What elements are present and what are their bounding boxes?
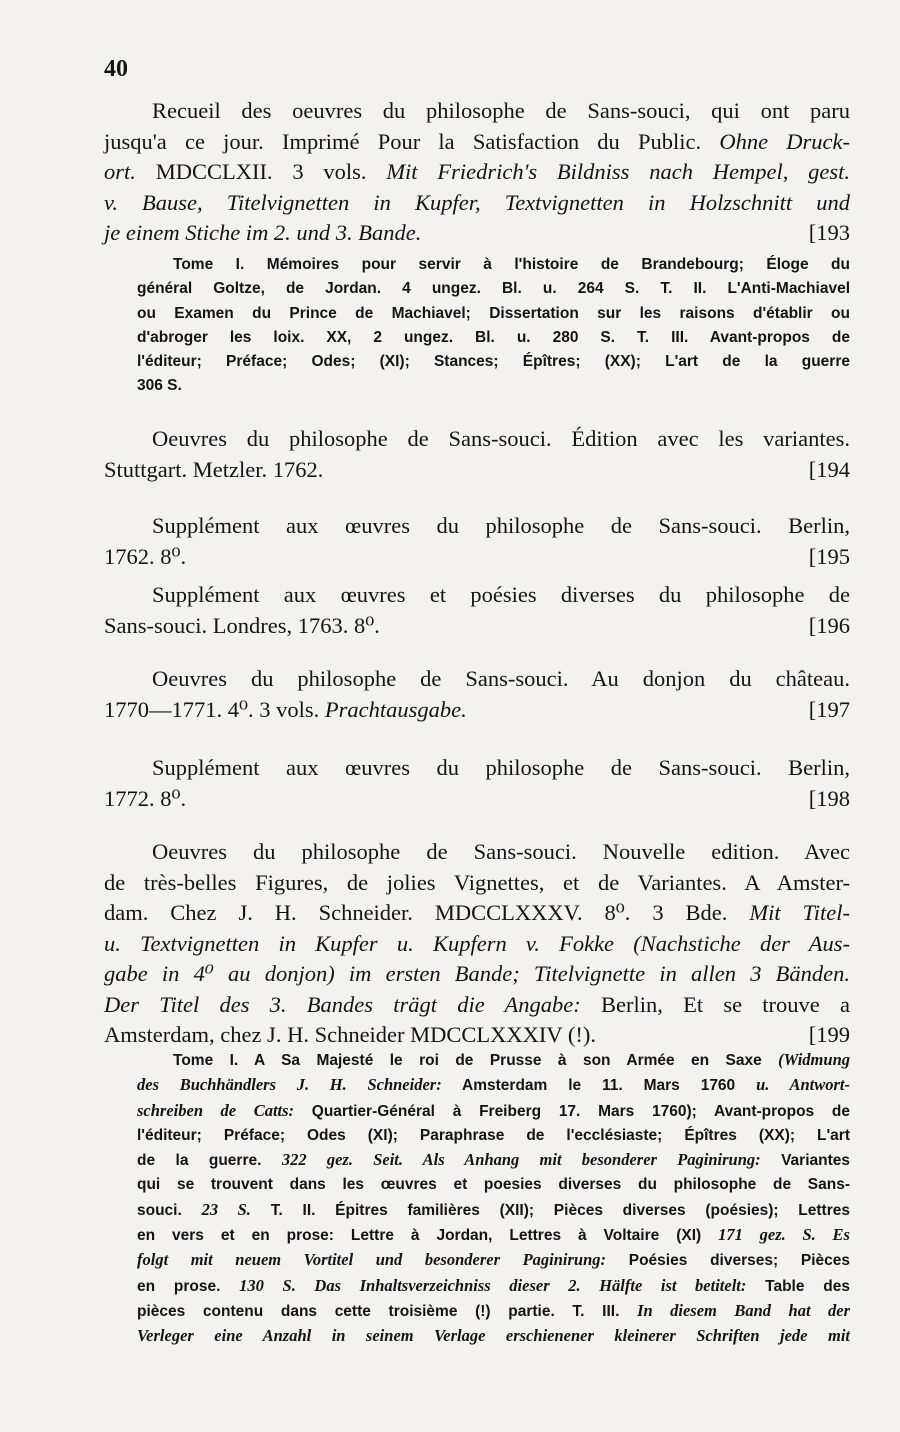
page-number: 40 — [104, 56, 128, 82]
entry-line: Oeuvres du philosophe de Sans-souci. Édition avec les variantes. — [152, 426, 850, 451]
note-line: schreiben de Catts: Quartier-Général à Freiberg 17. Mars 1760); Avant-propos de — [137, 1100, 850, 1120]
entry-line: Recueil des oeuvres du philosophe de Sans-souci, qui ont paru — [152, 98, 850, 123]
entry-line: Supplément aux œuvres et poésies diverses du philosophe de — [152, 582, 850, 607]
entry-line: Sans-souci. Londres, 1763. 8⁰. [196 — [104, 611, 850, 642]
entry-number: [196 — [808, 612, 850, 638]
entry-193 — [104, 96, 850, 249]
entry-line: Supplément aux œuvres du philosophe de Sans-souci. Berlin, — [152, 755, 850, 780]
entry-line: Amsterdam, chez J. H. Schneider MDCCLXXXIV (!). [199 — [104, 1020, 850, 1051]
entry-line: Stuttgart. Metzler. 1762. [194 — [104, 455, 850, 486]
entry-199 — [104, 837, 850, 1051]
note-line: ou Examen du Prince de Machiavel; Dissertation sur les raisons d'établir ou — [137, 304, 850, 322]
note-line: 306 S. — [137, 377, 182, 395]
note-line: général Goltze, de Jordan. 4 ungez. Bl. u. 264 S. T. II. L'Anti-Machiavel — [137, 280, 850, 298]
note-199 — [137, 1048, 850, 1350]
entry-number: [197 — [808, 696, 850, 722]
entry-line: 1772. 8⁰. [198 — [104, 784, 850, 815]
note-line: l'éditeur; Préface; Odes; (XI); Stances; Épîtres; (XX); L'art de la guerre — [137, 353, 850, 371]
entry-line: jusqu'a ce jour. Imprimé Pour la Satisfaction du Public. Ohne Druck- — [104, 128, 851, 154]
note-line: pièces contenu dans cette troisième (!) partie. T. III. In diesem Band hat der — [137, 1300, 851, 1320]
entry-number: [194 — [808, 456, 850, 482]
note-line: des Buchhändlers J. H. Schneider: Amsterdam le 11. Mars 1760 u. Antwort- — [137, 1075, 851, 1095]
entry-196 — [104, 580, 850, 641]
entry-line: de très-belles Figures, de jolies Vignettes, et de Variantes. A Amster- — [104, 869, 850, 895]
note-line: de la guerre. 322 gez. Seit. Als Anhang mit besonderer Paginirung: Variantes — [137, 1150, 851, 1170]
note-line: Verleger eine Anzahl in seinem Verlage erschienener kleinerer Schriften jede mit — [137, 1326, 850, 1346]
note-line: en prose. 130 S. Das Inhaltsverzeichniss dieser 2. Hälfte ist betitelt: Table des — [137, 1275, 850, 1295]
entry-line: ort. MDCCLXII. 3 vols. Mit Friedrich's Bildniss nach Hempel, gest. — [104, 159, 851, 184]
note-line: souci. 23 S. T. II. Épitres familières (XII); Pièces diverses (poésies); Lettres — [137, 1199, 850, 1219]
note-line: qui se trouvent dans les œuvres et poesies diverses du philosophe de Sans- — [137, 1176, 850, 1194]
entry-line: gabe in 4⁰ au donjon) im ersten Bande; Titelvignette in allen 3 Bänden. — [104, 961, 850, 986]
entry-line: je einem Stiche im 2. und 3. Bande. [193 — [104, 218, 850, 249]
entry-195 — [104, 511, 850, 572]
entry-number: [199 — [808, 1022, 850, 1047]
entry-line: Der Titel des 3. Bandes trägt die Angabe: Berlin, Et se trouve a — [104, 991, 851, 1017]
entry-line: dam. Chez J. H. Schneider. MDCCLXXXV. 8⁰. 3 Bde. Mit Titel- — [104, 900, 851, 925]
note-line: en vers et en prose: Lettre à Jordan, Lettres à Voltaire (XI) 171 gez. S. Es — [137, 1225, 850, 1245]
note-line: Tome I. Mémoires pour servir à l'histoire de Brandebourg; Éloge du — [173, 256, 850, 273]
entry-line: Supplément aux œuvres du philosophe de Sans-souci. Berlin, — [152, 513, 850, 538]
note-193 — [137, 253, 850, 399]
entry-number: [198 — [808, 785, 850, 811]
note-line: folgt mit neuem Vortitel und besonderer Paginirung: Poésies diverses; Pièces — [137, 1250, 851, 1270]
entry-line: Oeuvres du philosophe de Sans-souci. Nouvelle edition. Avec — [152, 839, 850, 864]
entry-number: [193 — [808, 220, 850, 245]
entry-line: Oeuvres du philosophe de Sans-souci. Au donjon du château. — [152, 666, 850, 691]
note-line: l'éditeur; Préface; Odes (XI); Paraphrase de l'ecclésiaste; Épîtres (XX); L'art — [137, 1126, 850, 1144]
entry-line: v. Bause, Titelvignetten in Kupfer, Textvignetten in Holzschnitt und — [104, 189, 850, 215]
entry-198 — [104, 753, 850, 814]
entry-line: 1762. 8⁰. [195 — [104, 542, 850, 573]
entry-number: [195 — [808, 543, 850, 569]
note-line: Tome I. A Sa Majesté le roi de Prusse à son Armée en Saxe (Widmung — [173, 1050, 850, 1069]
entry-197 — [104, 664, 850, 725]
entry-194 — [104, 424, 850, 485]
note-line: d'abroger les loix. XX, 2 ungez. Bl. u. 280 S. T. III. Avant-propos de — [137, 328, 850, 346]
entry-line: 1770—1771. 4⁰. 3 vols. Prachtausgabe. [197 — [104, 695, 850, 726]
entry-line: u. Textvignetten in Kupfer u. Kupfern v. Fokke (Nachstiche der Aus- — [104, 930, 850, 956]
